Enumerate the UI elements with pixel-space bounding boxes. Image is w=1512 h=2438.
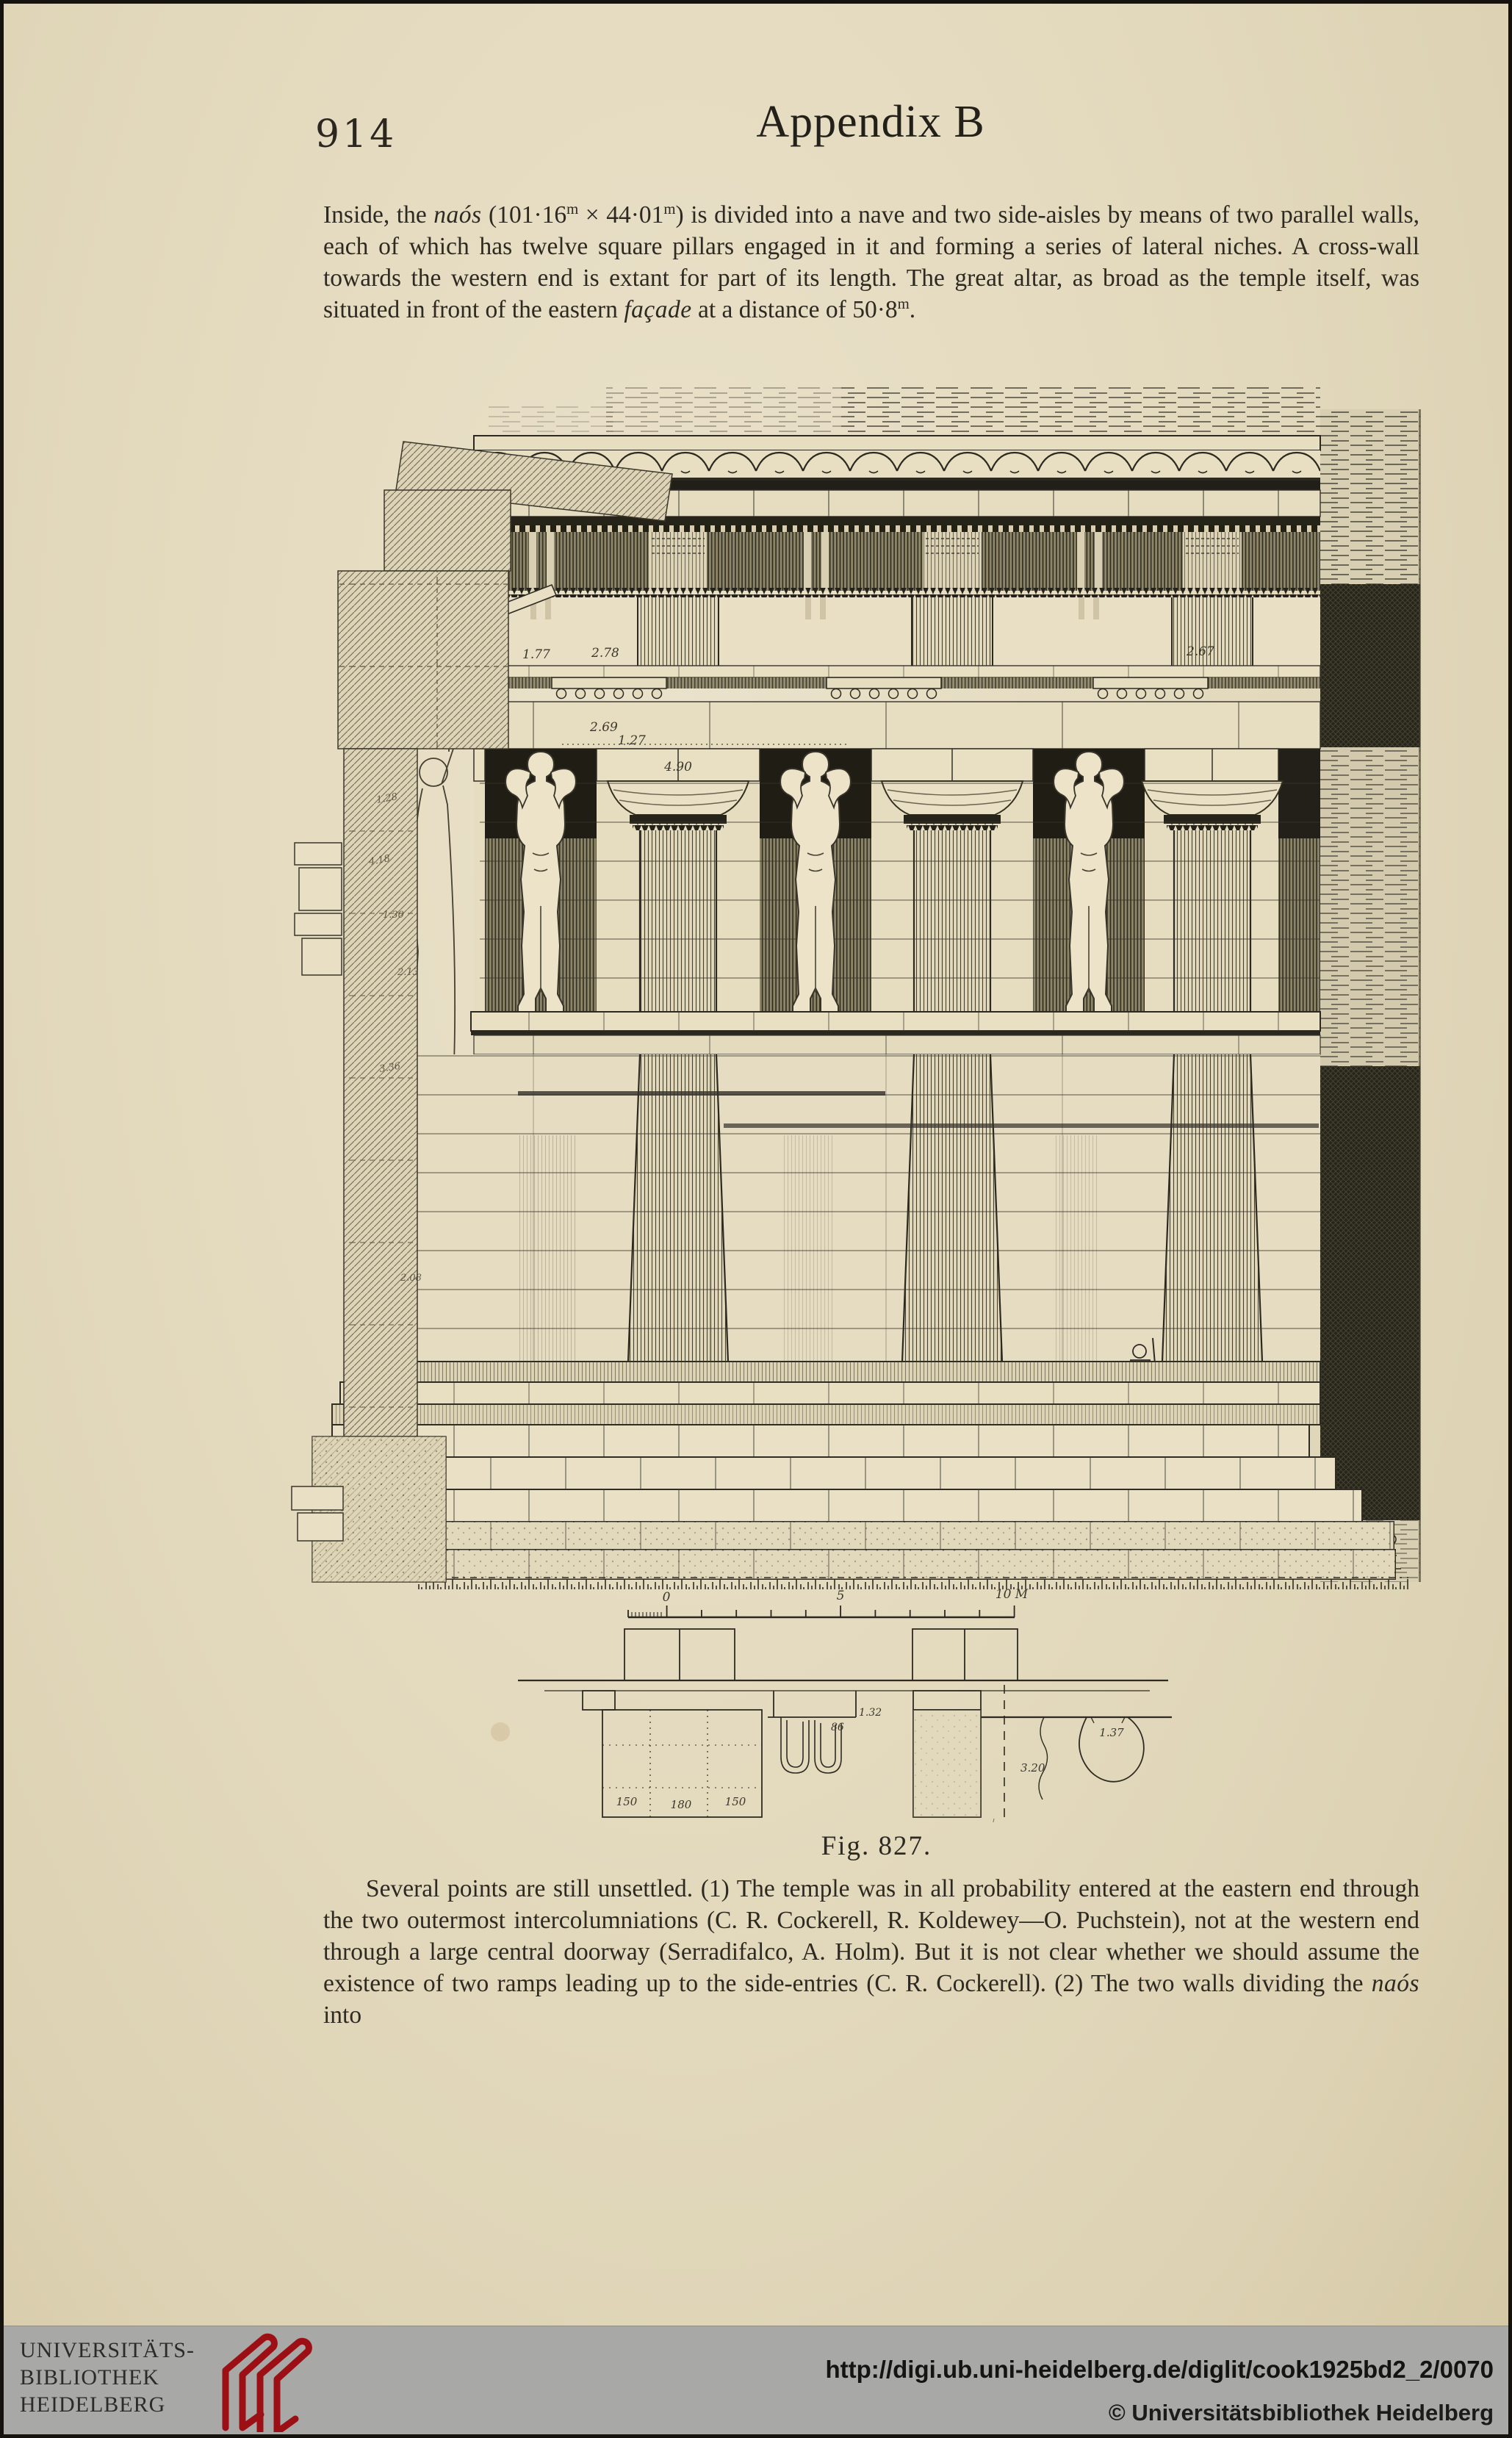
svg-text:150: 150 bbox=[724, 1795, 746, 1808]
svg-text:2.69: 2.69 bbox=[590, 720, 618, 735]
svg-text:180: 180 bbox=[670, 1798, 692, 1811]
paragraph-top: Inside, the naós $(101\cdot 16^m \times 44\cdot 01^m)$ is divided into a nave and two side-aisles by means of two parallel walls, each of which has twelve square pillars engaged in it and forming a series of lateral niches. A cross-wall towards the western end is extant for part of its length. The great altar, as broad as the temple itself, was situated in front of the eastern façade at a distance of $50\cdot 8^m$. bbox=[323, 200, 1419, 323]
svg-text:2.13: 2.13 bbox=[397, 967, 419, 978]
svg-text:1.77: 1.77 bbox=[522, 647, 550, 662]
svg-text:2.08: 2.08 bbox=[400, 1273, 422, 1284]
lower-wall bbox=[417, 1012, 1320, 1407]
footer-bar bbox=[4, 2326, 1508, 2434]
page-url-link[interactable]: http://digi.ub.uni-heidelberg.de/diglit/cook1925bd2_2/0070 bbox=[825, 2356, 1494, 2383]
library-name: UNIVERSITÄTS- BIBLIOTHEK HEIDELBERG bbox=[20, 2338, 195, 2417]
svg-text:3.36: 3.36 bbox=[378, 1060, 402, 1075]
svg-text:4.90: 4.90 bbox=[664, 760, 692, 774]
copyright-notice: © Universitätsbibliothek Heidelberg bbox=[1108, 2400, 1494, 2426]
svg-text:10 M: 10 M bbox=[995, 1587, 1029, 1602]
section-details bbox=[518, 1629, 1172, 1822]
svg-text:1.32: 1.32 bbox=[859, 1707, 882, 1719]
svg-text:1.30: 1.30 bbox=[383, 910, 404, 921]
page-title: Appendix B bbox=[756, 97, 985, 147]
page-number: 914 bbox=[315, 112, 397, 157]
svg-text:3.20: 3.20 bbox=[1020, 1761, 1045, 1774]
svg-text:1.28: 1.28 bbox=[375, 791, 399, 806]
svg-text:5: 5 bbox=[836, 1589, 845, 1603]
right-shadow-band bbox=[1320, 409, 1421, 1582]
scale-bar bbox=[628, 1605, 1015, 1617]
svg-text:0: 0 bbox=[662, 1590, 671, 1605]
svg-text:86: 86 bbox=[831, 1722, 844, 1733]
foxing-spot bbox=[491, 1722, 510, 1741]
svg-text:1.37: 1.37 bbox=[1099, 1726, 1124, 1739]
fig-827-engraving bbox=[290, 382, 1426, 1822]
paragraph-bottom: Several points are still unsettled. (1) The temple was in all probability entered at the eastern end through the two outermost intercolumniations (C. R. Cockerell, R. Koldewey—O. Puchstein), not at the western end through a large central doorway (Serradifalco, A. Holm). But it is not clear whether we should assume the existence of two ramps leading up to the side-entries (C. R. Cockerell). (2) The two walls dividing the naós into bbox=[323, 1875, 1419, 2029]
crepidoma-steps bbox=[316, 1362, 1408, 1591]
library-logo-icon bbox=[215, 2329, 355, 2432]
svg-text:2.67: 2.67 bbox=[1187, 644, 1214, 659]
svg-text:4.18: 4.18 bbox=[368, 853, 392, 868]
svg-text:150: 150 bbox=[616, 1795, 638, 1808]
svg-text:1.27: 1.27 bbox=[618, 733, 646, 748]
svg-text:2.78: 2.78 bbox=[591, 646, 619, 661]
figure-caption: Fig. 827. bbox=[821, 1831, 932, 1861]
